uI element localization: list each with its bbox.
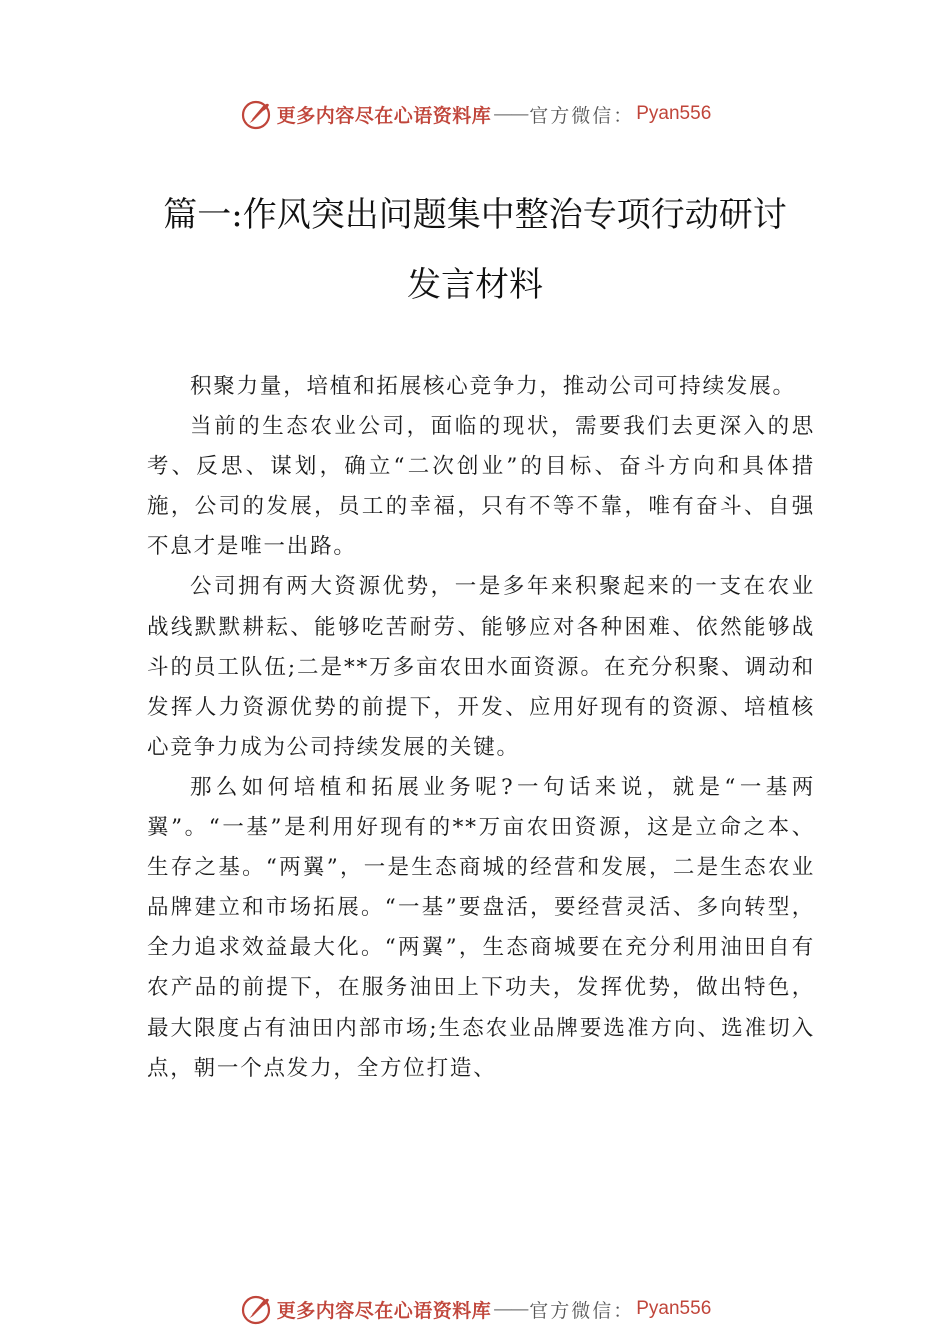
banner-slogan: 更多内容尽在心语资料库 [276, 104, 492, 127]
document-title [100, 180, 850, 320]
quill-pen-logo-icon [239, 1292, 273, 1326]
banner-dash: —— [493, 103, 528, 125]
banner-wechat-label: 官方微信： [529, 1299, 635, 1322]
paragraph-2: 当前的生态农业公司，面临的现状，需要我们去更深入的思考、反思、谋划，确立“二次创业”的目标、奋斗方向和具体措施，公司的发展，员工的幸福，只有不等不靠，唯有奋斗、自强不息才是唯一出路。 [147, 414, 815, 560]
banner-dash: —— [493, 1298, 528, 1320]
banner-wechat-id: Pyan556 [636, 103, 712, 124]
paragraph-3: 公司拥有两大资源优势，一是多年来积聚起来的一支在农业战线默默耕耘、能够吃苦耐劳、能够应对各种困难、依然能够战斗的员工队伍;二是**万多亩农田水面资源。在充分积聚、调动和发挥人力资源优势的前提下，开发、应用好现有的资源、培植核心竞争力成为公司持续发展的关键。 [147, 574, 815, 760]
banner-wechat-label: 官方微信： [529, 104, 635, 127]
title-line-2: 发言材料 [407, 265, 543, 305]
title-line-1: 篇一:作风突出问题集中整治专项行动研讨 [163, 195, 787, 235]
document-body [147, 367, 815, 1089]
banner-slogan: 更多内容尽在心语资料库 [276, 1299, 492, 1322]
banner-wechat-id: Pyan556 [636, 1298, 712, 1319]
quill-pen-logo-icon [239, 97, 273, 131]
paragraph-1: 积聚力量，培植和拓展核心竞争力，推动公司可持续发展。 [190, 374, 796, 399]
header-banner [0, 94, 950, 134]
paragraph-4: 那么如何培植和拓展业务呢?一句话来说，就是“一基两翼”。“一基”是利用好现有的**万亩农田资源，这是立命之本、生存之基。“两翼”，一是生态商城的经营和发展，二是生态农业品牌建立和市场拓展。“一基”要盘活，要经营灵活、多向转型，全力追求效益最大化。“两翼”，生态商城要在充分利用油田自有农产品的前提下，在服务油田上下功夫，发挥优势，做出特色，最大限度占有油田内部市场;生态农业品牌要选准方向、选准切入点，朝一个点发力，全方位打造、 [147, 774, 815, 1081]
footer-banner [0, 1289, 950, 1329]
